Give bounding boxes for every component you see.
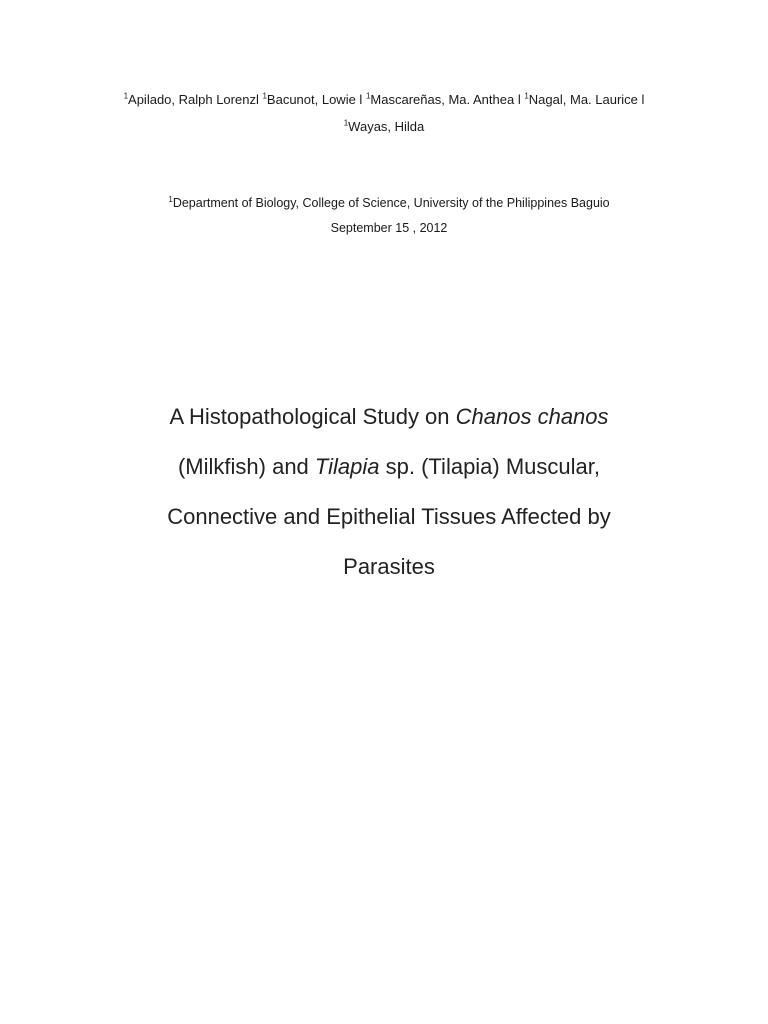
title-line-3: Connective and Epithelial Tissues Affected by (167, 504, 611, 529)
publication-date: September 15 , 2012 (330, 221, 448, 235)
author-nagal: Nagal, Ma. Laurice l (528, 92, 645, 107)
title-species-italic: Chanos chanos (455, 404, 609, 429)
title-text: (Milkfish) and (177, 454, 315, 479)
affiliation-text: Department of Biology, College of Science, University of the Philippines Baguio (172, 196, 610, 210)
author-affiliation-marker: 1 (262, 91, 267, 101)
title-line-4: Parasites (343, 554, 435, 579)
title-text: sp. (Tilapia) Muscular, (379, 454, 601, 479)
author-affiliation-marker: 1 (524, 91, 529, 101)
author-affiliation-marker: 1 (365, 91, 371, 101)
author-wayas: Wayas, Hilda (348, 119, 425, 134)
author-bacunot: Bacunot, Lowie l (266, 92, 363, 107)
author-apilado: Apilado, Ralph Lorenzl (128, 92, 259, 107)
author-list-line-1 (0, 92, 768, 108)
author-affiliation-marker: 1 (123, 91, 129, 101)
title-text: A Histopathological Study on (169, 404, 456, 429)
title-genus-italic: Tilapia (314, 454, 380, 479)
title-line-2 (0, 442, 768, 492)
author-affiliation-marker: 1 (343, 118, 349, 128)
title-line-1 (0, 392, 768, 442)
document-title (0, 392, 768, 592)
author-list-line-2 (0, 119, 768, 135)
author-mascarenas: Mascareñas, Ma. Anthea l (370, 92, 521, 107)
affiliation-marker: 1 (168, 194, 173, 204)
affiliation (0, 196, 768, 210)
